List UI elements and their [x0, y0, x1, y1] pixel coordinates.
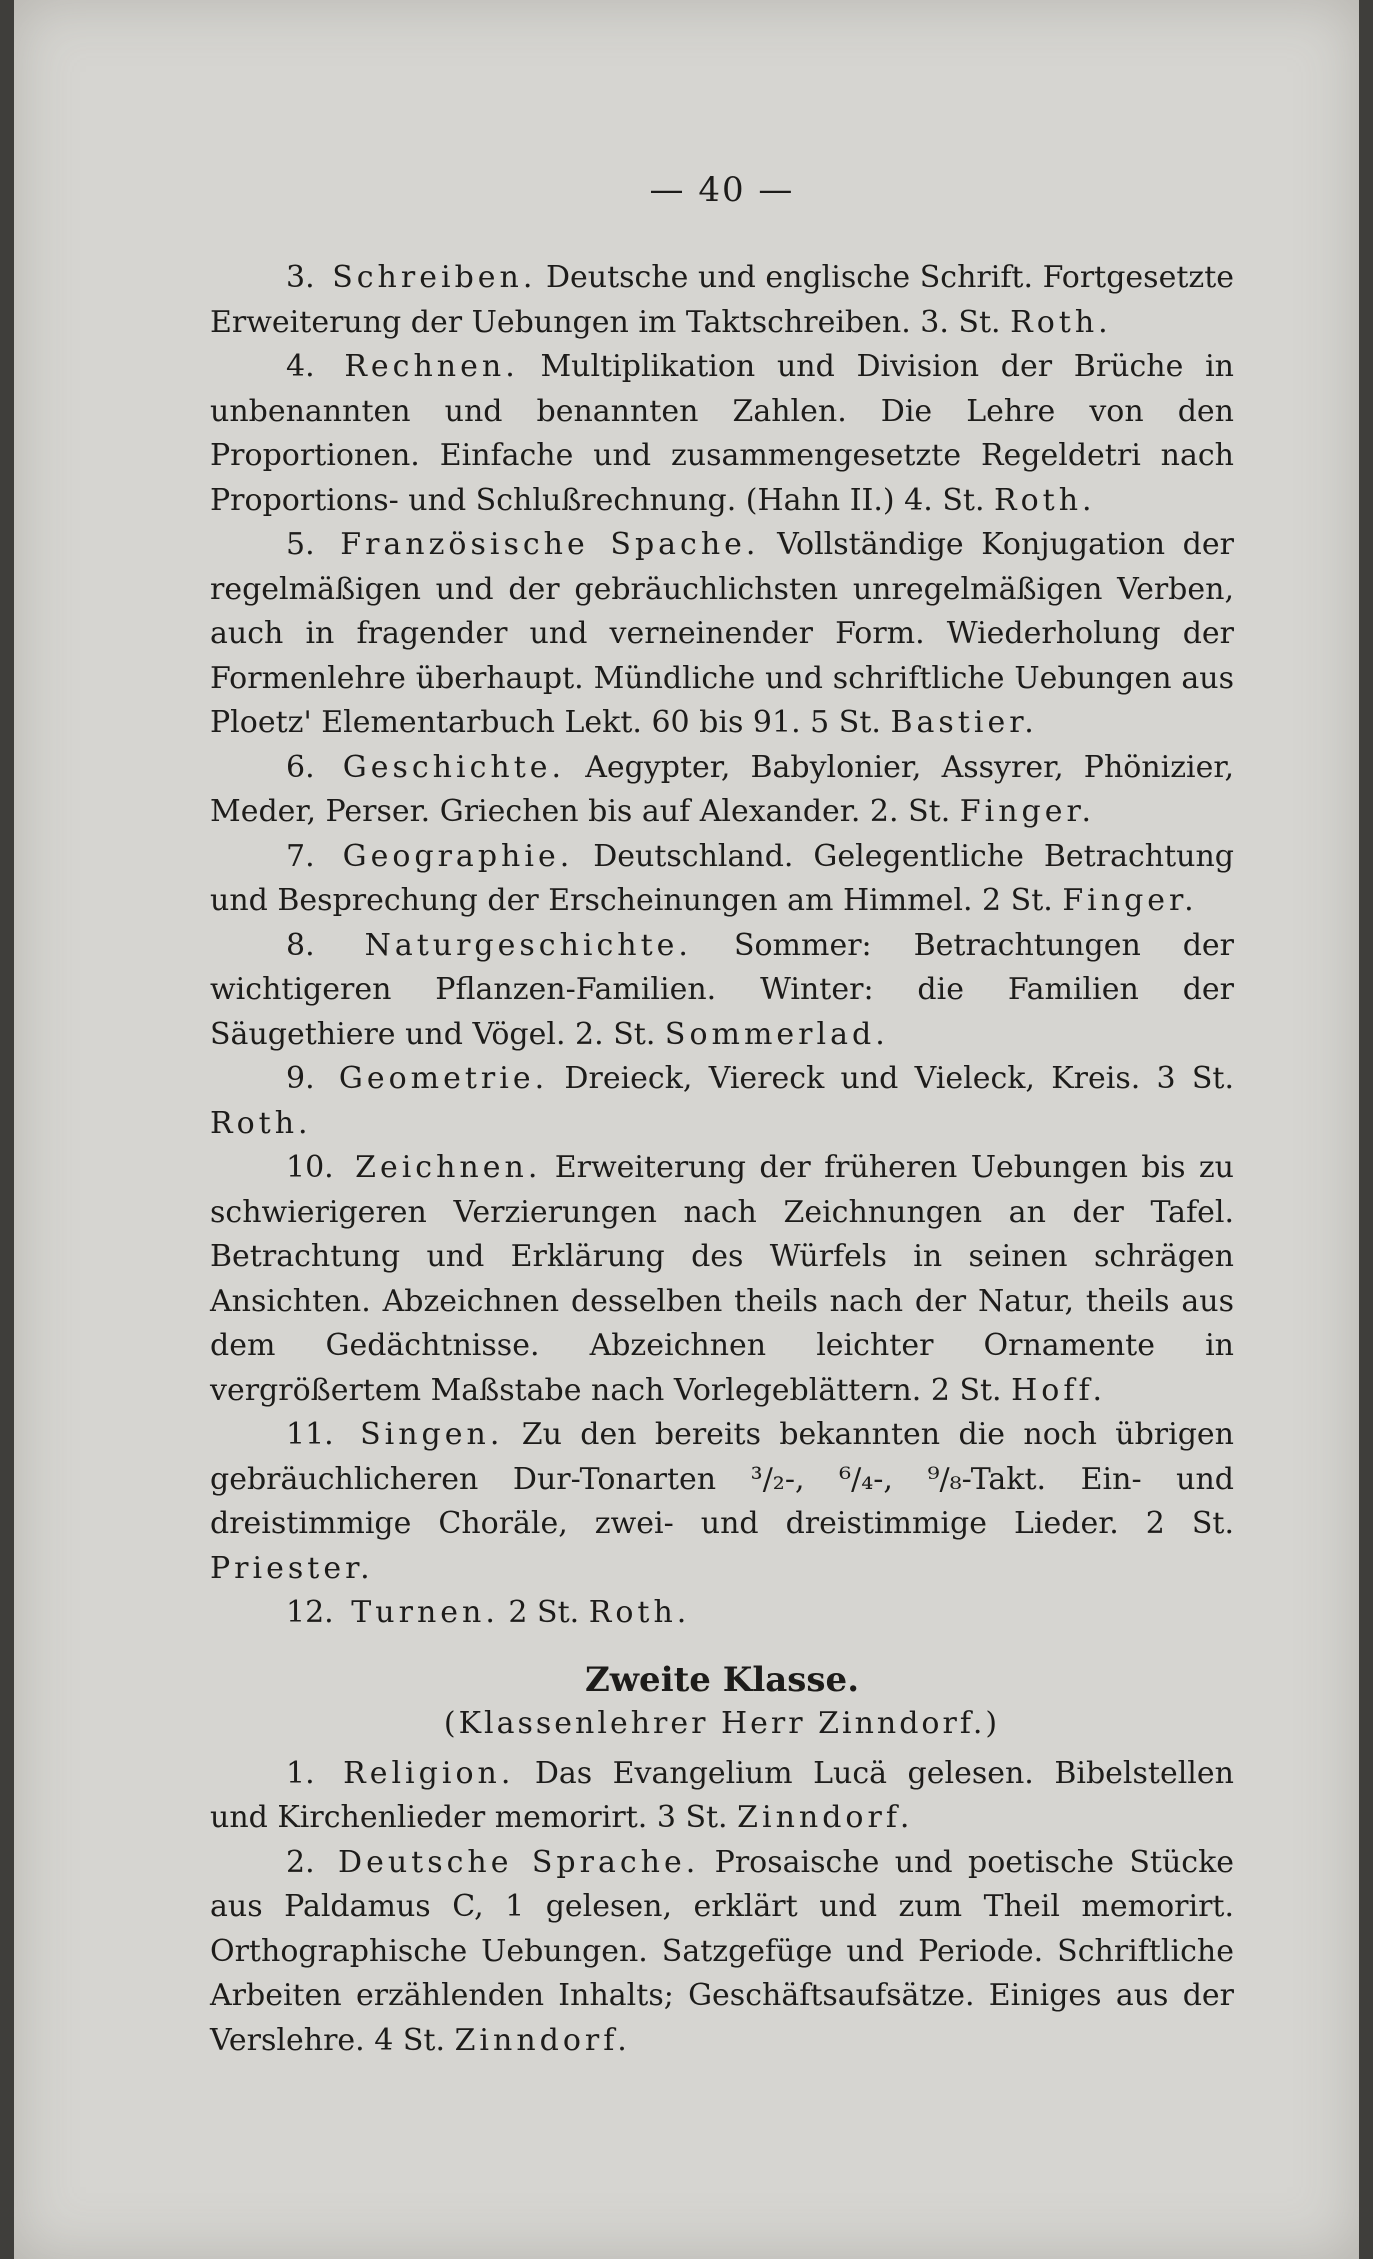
item-text: Deutschland. Gelegentliche Betrachtung und Besprechung der Erscheinungen am Himmel. 2 St.: [210, 838, 1234, 918]
page-content: [210, 168, 1234, 2063]
item-text: Deutsche und englische Schrift. Fortgesetzte Erweiterung der Uebungen im Taktschreiben. 3. St.: [210, 260, 1234, 340]
teacher-name: Zinndorf.: [737, 1800, 914, 1835]
paragraph-singen: [210, 1413, 1234, 1591]
item-number: 7.: [286, 838, 315, 874]
subject-title: Rechnen.: [344, 349, 519, 384]
teacher-name: Bastier.: [890, 705, 1038, 740]
paragraph-geschichte: [210, 746, 1234, 835]
subject-title: Zeichnen.: [355, 1150, 542, 1185]
paragraph-zeichnen: [210, 1146, 1234, 1413]
teacher-name: Roth.: [1010, 304, 1112, 340]
teacher-name: Roth.: [994, 482, 1096, 518]
paragraph-naturgeschichte: [210, 924, 1234, 1058]
page-number: — 40 —: [649, 170, 795, 210]
book-page: [14, 0, 1359, 2259]
item-number: 5.: [286, 527, 315, 562]
subject-title: Turnen.: [351, 1595, 499, 1630]
section-subheading: (Klassenlehrer Herr Zinndorf.): [443, 1705, 1001, 1741]
item-text: Erweiterung der früheren Uebungen bis zu schwierigeren Verzierungen nach Zeichnungen an der Tafel. Betrachtung und Erklärung des Würfels in seinen schrägen Ansichten. Abzeichnen desselben theils nach der Natur, theils aus dem Gedächtnisse. Abzeichnen leichter Ornamente in vergrößertem Maßstabe nach Vorlegeblättern. 2 St.: [210, 1150, 1234, 1408]
paragraph-franzoesisch: [210, 523, 1234, 746]
paragraph-turnen: [210, 1591, 1234, 1636]
item-number: 1.: [286, 1755, 315, 1791]
paragraph-religion: [210, 1752, 1234, 1841]
paragraph-deutsche-sprache: [210, 1841, 1234, 2064]
subject-title: Singen.: [360, 1417, 504, 1452]
item-text: Zu den bereits bekannten die noch übrigen gebräuchlicheren Dur-Tonarten ³/₂-, ⁶/₄-, ⁹/₈-Takt. Ein- und dreistimmige Choräle, zwei- und dreistimmige Lieder. 2 St.: [210, 1417, 1234, 1541]
teacher-name: Roth.: [588, 1595, 691, 1630]
teacher-name: Sommerlad.: [664, 1016, 889, 1052]
paragraph-geographie: [210, 835, 1234, 924]
subject-title: Naturgeschichte.: [364, 927, 692, 963]
teacher-name: Finger.: [1062, 883, 1198, 918]
subject-title: Geographie.: [342, 838, 574, 874]
item-text: Vollständige Konjugation der regelmäßigen und der gebräuchlichsten unregelmäßigen Verben, auch in fragender und verneinender Form. Wiederholung der Formenlehre überhaupt. Mündliche und schriftliche Uebungen aus Ploetz' Elementarbuch Lekt. 60 bis 91. 5 St.: [210, 527, 1234, 740]
item-text: Multiplikation und Division der Brüche in unbenannten und benannten Zahlen. Die Lehre von den Proportionen. Einfache und zusammengesetzte Regeldetri nach Proportions- und Schlußrechnung. (Hahn II.) 4. St.: [210, 349, 1234, 518]
item-text: Aegypter, Babylonier, Assyrer, Phönizier, Meder, Perser. Griechen bis auf Alexander. 2. St.: [210, 749, 1234, 829]
item-number: 4.: [286, 349, 315, 384]
subject-title: Geschichte.: [342, 749, 566, 785]
item-number: 3.: [286, 260, 315, 295]
item-number: 10.: [286, 1150, 334, 1185]
item-text: 2 St.: [508, 1595, 580, 1630]
item-number: 9.: [286, 1061, 315, 1096]
item-number: 12.: [286, 1595, 334, 1630]
item-number: 8.: [286, 927, 315, 963]
teacher-name: Roth.: [210, 1105, 312, 1141]
subject-title: Geometrie.: [338, 1061, 549, 1096]
item-text: Das Evangelium Lucä gelesen. Bibelstellen und Kirchenlieder memorirt. 3 St.: [210, 1755, 1234, 1835]
section-heading: Zweite Klasse.: [584, 1659, 860, 1700]
item-number: 11.: [286, 1417, 334, 1452]
paragraph-schreiben: [210, 256, 1234, 345]
teacher-name: Zinndorf.: [454, 2022, 631, 2058]
subject-title: Französische Spache.: [340, 527, 760, 562]
teacher-name: Finger.: [959, 794, 1096, 829]
item-text: Sommer: Betrachtungen der wichtigeren Pflanzen-Familien. Winter: die Familien der Säugethiere und Vögel. 2. St.: [210, 927, 1235, 1052]
item-number: 6.: [286, 749, 315, 785]
subject-title: Religion.: [343, 1755, 515, 1791]
subject-title: Deutsche Sprache.: [338, 1844, 700, 1880]
paragraph-geometrie: [210, 1057, 1234, 1146]
item-number: 2.: [286, 1844, 315, 1880]
teacher-name: Hoff.: [1011, 1372, 1107, 1408]
item-text: Dreieck, Viereck und Vieleck, Kreis. 3 St.: [564, 1061, 1234, 1096]
item-text: Prosaische und poetische Stücke aus Paldamus C, 1 gelesen, erklärt und zum Theil memorirt. Orthographische Uebungen. Satzgefüge und Periode. Schriftliche Arbeiten erzählenden Inhalts; Geschäftsaufsätze. Einiges aus der Verslehre. 4 St.: [210, 1844, 1234, 2058]
subject-title: Schreiben.: [332, 260, 537, 295]
teacher-name: Priester.: [210, 1550, 374, 1586]
paragraph-rechnen: [210, 345, 1234, 523]
